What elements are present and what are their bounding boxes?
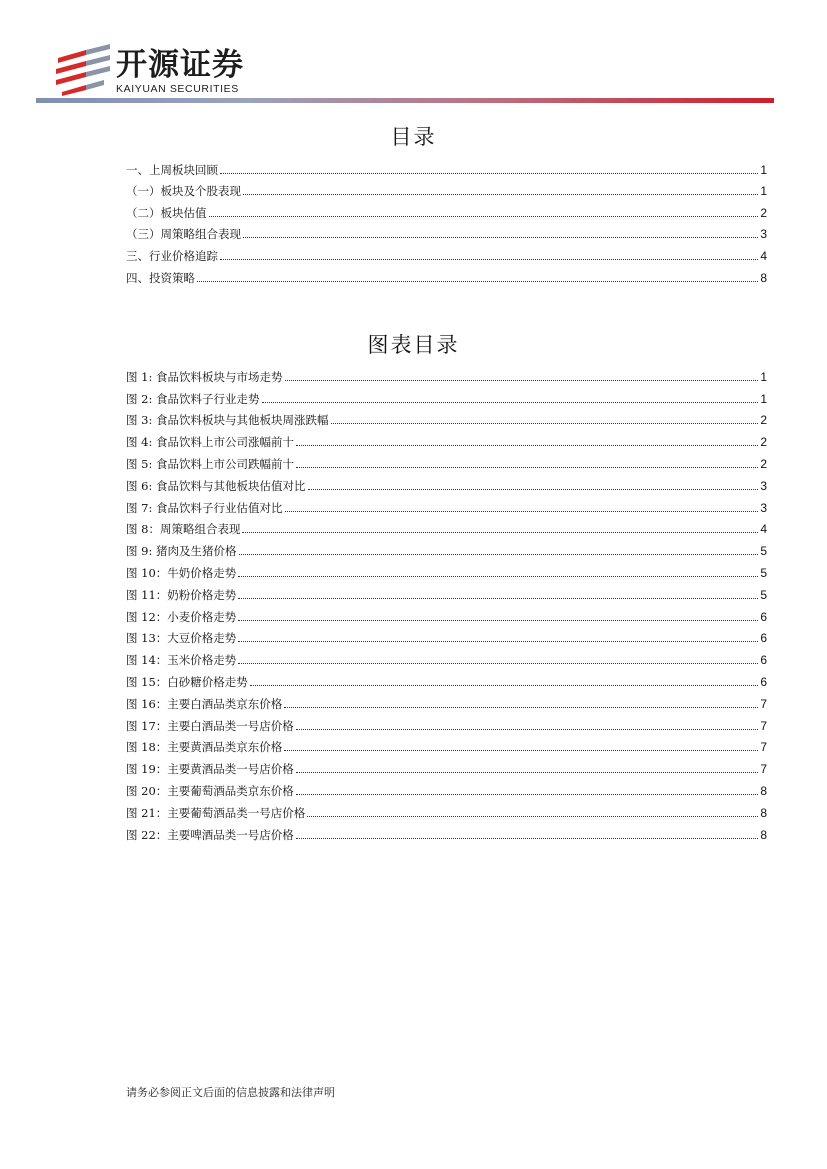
figure-entry-label: 图 13：大豆价格走势	[126, 631, 237, 646]
dot-leader	[285, 380, 759, 381]
figure-entry[interactable]	[126, 624, 767, 646]
figure-entry-label: 图 18：主要黄酒品类京东价格	[126, 740, 283, 755]
figure-list-title: 图表目录	[367, 333, 460, 357]
figure-entry-label: 图 1: 食品饮料板块与市场走势	[126, 369, 283, 384]
figure-entry-label: 图 9: 猪肉及生猪价格	[126, 544, 237, 559]
dot-leader	[238, 620, 758, 621]
figure-entry[interactable]	[126, 558, 767, 580]
figure-entry[interactable]	[126, 493, 767, 515]
dot-leader	[296, 838, 759, 839]
page-header	[0, 0, 827, 110]
figure-entry[interactable]	[126, 754, 767, 776]
toc-entry-page-number: 1	[760, 162, 767, 177]
figure-entry-label: 图 2: 食品饮料子行业走势	[126, 391, 260, 406]
figure-entry[interactable]	[126, 406, 767, 428]
dot-leader	[243, 194, 758, 195]
dot-leader	[197, 281, 758, 282]
figure-entry[interactable]	[126, 798, 767, 820]
figure-entry-label: 图 14：玉米价格走势	[126, 653, 237, 668]
toc-entry-page-number: 4	[760, 248, 767, 263]
toc-entry-page-number: 1	[760, 184, 767, 199]
figure-entry[interactable]	[126, 449, 767, 471]
toc-entry[interactable]	[126, 220, 767, 242]
dot-leader	[242, 532, 758, 533]
dot-leader	[331, 423, 759, 424]
figure-entry-page-number: 6	[760, 674, 767, 689]
figure-entry-page-number: 6	[760, 653, 767, 668]
toc-entry-label: （二）板块估值	[126, 205, 207, 220]
figure-entry-label: 图 17：主要白酒品类一号店价格	[126, 718, 294, 733]
figure-entry-page-number: 7	[760, 718, 767, 733]
figure-entry-label: 图 15：白砂糖价格走势	[126, 674, 248, 689]
figure-entry-label: 图 16：主要白酒品类京东价格	[126, 696, 283, 711]
dot-leader	[307, 816, 758, 817]
figure-entry[interactable]	[126, 820, 767, 842]
dot-leader	[239, 554, 759, 555]
dot-leader	[238, 576, 758, 577]
toc-entry[interactable]	[126, 198, 767, 220]
figure-entry-label: 图 10：牛奶价格走势	[126, 565, 237, 580]
toc-title: 目录	[390, 125, 437, 149]
dot-leader	[238, 641, 758, 642]
figure-entry[interactable]	[126, 362, 767, 384]
header-divider	[36, 98, 774, 103]
dot-leader	[284, 707, 758, 708]
dot-leader	[243, 237, 758, 238]
toc-entry-label: 三、行业价格追踪	[126, 248, 218, 263]
figure-entry[interactable]	[126, 536, 767, 558]
dot-leader	[250, 685, 759, 686]
toc-entry-label: 一、上周板块回顾	[126, 162, 218, 177]
figure-entry-page-number: 2	[760, 413, 767, 428]
figure-entry-label: 图 22：主要啤酒品类一号店价格	[126, 827, 294, 842]
figure-entry-label: 图 12：小麦价格走势	[126, 609, 237, 624]
dot-leader	[296, 794, 759, 795]
figure-entry-label: 图 20：主要葡萄酒品类京东价格	[126, 783, 294, 798]
figure-entry[interactable]	[126, 689, 767, 711]
figure-entry[interactable]	[126, 427, 767, 449]
figure-entry-page-number: 8	[760, 827, 767, 842]
figure-entry-page-number: 5	[760, 565, 767, 580]
footer-disclaimer: 请务必参阅正文后面的信息披露和法律声明	[126, 1086, 335, 1099]
toc-entry[interactable]	[126, 241, 767, 263]
figure-entry-label: 图 3: 食品饮料板块与其他板块周涨跌幅	[126, 413, 329, 428]
toc-list	[126, 155, 767, 285]
figure-entry-page-number: 2	[760, 456, 767, 471]
figure-entry[interactable]	[126, 667, 767, 689]
toc-entry-label: 四、投资策略	[126, 270, 195, 285]
figure-entry-page-number: 5	[760, 544, 767, 559]
figure-entry-page-number: 6	[760, 609, 767, 624]
figure-entry[interactable]	[126, 580, 767, 602]
figure-entry-page-number: 1	[760, 369, 767, 384]
dot-leader	[284, 750, 758, 751]
figure-entry-label: 图 6: 食品饮料与其他板块估值对比	[126, 478, 306, 493]
figure-entry-page-number: 7	[760, 762, 767, 777]
toc-entry-label: （三）周策略组合表现	[126, 227, 241, 242]
toc-entry-label: （一）板块及个股表现	[126, 184, 241, 199]
toc-entry[interactable]	[126, 177, 767, 199]
dot-leader	[220, 259, 758, 260]
toc-entry-page-number: 2	[760, 205, 767, 220]
figure-entry-page-number: 5	[760, 587, 767, 602]
dot-leader	[296, 445, 758, 446]
figure-entry[interactable]	[126, 776, 767, 798]
figure-entry-page-number: 3	[760, 478, 767, 493]
dot-leader	[285, 511, 759, 512]
figure-entry-page-number: 6	[760, 631, 767, 646]
figure-entry[interactable]	[126, 471, 767, 493]
figure-entry[interactable]	[126, 515, 767, 537]
figure-entry-label: 图 8：周策略组合表现	[126, 522, 241, 537]
figure-entry-page-number: 2	[760, 435, 767, 450]
figure-entry[interactable]	[126, 645, 767, 667]
figure-entry-page-number: 8	[760, 783, 767, 798]
figure-entry-page-number: 4	[760, 522, 767, 537]
dot-leader	[308, 489, 759, 490]
figure-entry-page-number: 3	[760, 500, 767, 515]
toc-entry[interactable]	[126, 263, 767, 285]
kaiyuan-logo-icon	[52, 44, 112, 96]
figure-entry-label: 图 11：奶粉价格走势	[126, 587, 237, 602]
brand-name-en: KAIYUAN SECURITIES	[116, 83, 239, 95]
figure-entry-page-number: 7	[760, 740, 767, 755]
brand-name-cn: 开源证券	[116, 47, 244, 83]
figure-entry-label: 图 21：主要葡萄酒品类一号店价格	[126, 805, 306, 820]
dot-leader	[209, 216, 759, 217]
figure-list	[126, 362, 767, 842]
figure-entry[interactable]	[126, 711, 767, 733]
figure-entry[interactable]	[126, 602, 767, 624]
figure-entry-label: 图 19：主要黄酒品类一号店价格	[126, 762, 294, 777]
dot-leader	[220, 173, 758, 174]
toc-entry-page-number: 3	[760, 227, 767, 242]
figure-entry-label: 图 4: 食品饮料上市公司涨幅前十	[126, 435, 295, 450]
dot-leader	[296, 772, 759, 773]
toc-entry-page-number: 8	[760, 270, 767, 285]
figure-entry-page-number: 1	[760, 391, 767, 406]
dot-leader	[238, 663, 758, 664]
toc-entry[interactable]	[126, 155, 767, 177]
figure-entry-page-number: 7	[760, 696, 767, 711]
dot-leader	[238, 598, 758, 599]
dot-leader	[296, 729, 759, 730]
figure-entry[interactable]	[126, 733, 767, 755]
figure-entry-label: 图 7: 食品饮料子行业估值对比	[126, 500, 283, 515]
dot-leader	[296, 467, 758, 468]
figure-entry[interactable]	[126, 384, 767, 406]
figure-entry-page-number: 8	[760, 805, 767, 820]
figure-entry-label: 图 5: 食品饮料上市公司跌幅前十	[126, 456, 295, 471]
dot-leader	[262, 402, 759, 403]
